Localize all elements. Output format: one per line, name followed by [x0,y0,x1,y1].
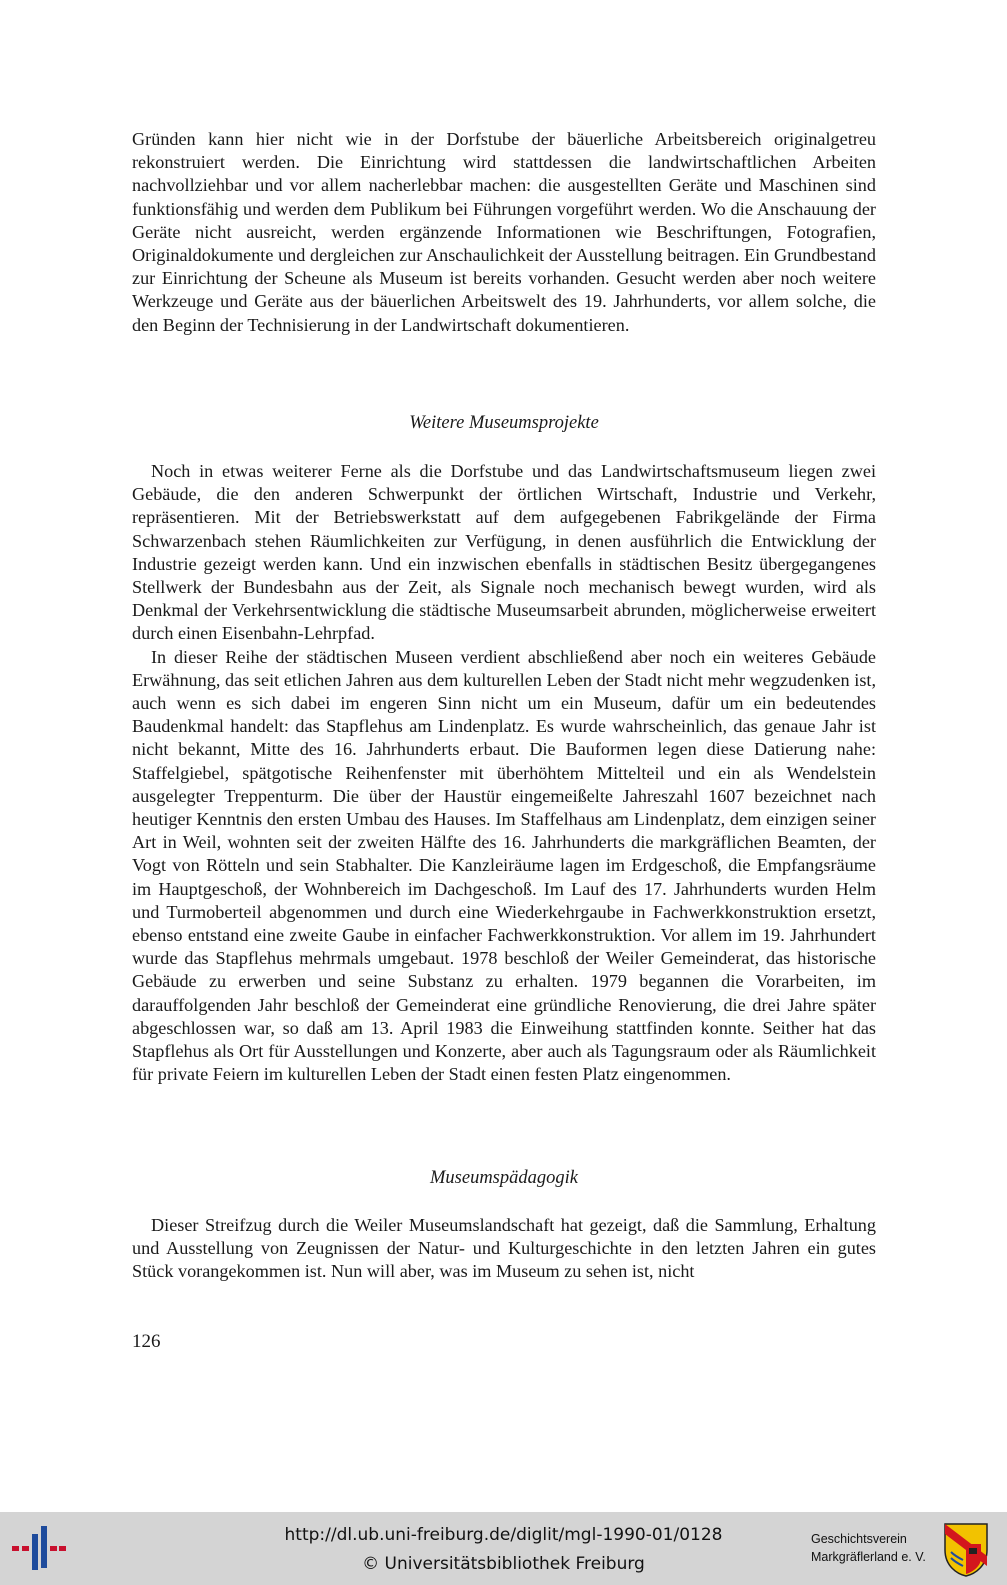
section-body-museumspaedagogik [132,1214,876,1284]
intro-paragraph [132,128,876,337]
copyright-notice: © Universitätsbibliothek Freiburg [362,1554,645,1574]
section-heading-museumspaedagogik: Museumspädagogik [430,1168,578,1188]
paragraph: Noch in etwas weiterer Ferne als die Dorfstube und das Landwirtschaftsmuseum liegen zwei Gebäude, die den anderen Schwerpunkt der örtlichen Wirtschaft, Industrie und Verkehr, repräsentieren. Mit der Betriebswerkstatt auf dem aufgegebenen Fabrikgelände der Firma Schwarzenbach stehen Räumlichkeiten zur Verfügung, in denen ausführlich die Entwicklung der Industrie gezeigt werden kann. Und ein inzwischen ebenfalls in städtischen Besitz übergegangenes Stellwerk der Bundesbahn aus der Zeit, als Signale noch mechanisch bewegt wurden, wird als Denkmal der Verkehrsentwicklung die städtische Museumsarbeit abrunden, möglicherweise erweitert durch einen Eisenbahn-Lehrpfad. [132,461,876,644]
society-name [811,1530,926,1566]
paragraph: Gründen kann hier nicht wie in der Dorfstube der bäuerliche Arbeitsbereich originalgetreu rekonstruiert werden. Die Einrichtung wird stattdessen die landwirtschaftlichen Arbeiten nachvollziehbar und vor allem nacherlebbar machen: die ausgestellten Geräte und Maschinen sind funktionsfähig und werden dem Publikum bei Führungen vorgeführt werden. Wo die Anschauung der Geräte nicht ausreicht, werden ergänzende Informationen wie Beschriftungen, Fotografien, Originaldokumente und dergleichen zur Anschaulichkeit der Ausstellung beitragen. Ein Grundbestand zur Einrichtung der Scheune als Museum ist bereits vorhanden. Gesucht werden aber noch weitere Werkzeuge und Geräte aus der bäuerlichen Arbeitswelt des 19. Jahrhunderts, vor allem solche, die den Beginn der Technisierung in der Landwirtschaft dokumentieren. [132,129,876,335]
paragraph: In dieser Reihe der städtischen Museen verdient abschließend aber noch ein weiteres Gebäude Erwähnung, das seit etlichen Jahren aus dem kulturellen Leben der Stadt nicht mehr wegzudenken ist, auch wenn es sich dabei im engeren Sinn nicht um ein Museum, dafür um ein bedeutendes Baudenkmal handelt: das Stapflehus am Lindenplatz. Es wurde wahrscheinlich, das genaue Jahr ist nicht bekannt, Mitte des 16. Jahrhunderts erbaut. Die Bauformen legen diese Datierung nahe: Staffelgiebel, spätgotische Reihenfenster mit überhöhtem Mittelteil und ein als Wendelstein ausgelegter Treppenturm. Die über der Haustür eingemeißelte Jahreszahl 1607 bezeichnet nach heutiger Kenntnis den ersten Umbau des Hauses. Im Staffelhaus am Lindenplatz, dem einzigen seiner Art in Weil, wohnten seit der zweiten Hälfte des 16. Jahrhunderts die markgräflichen Beamten, der Vogt von Rötteln und sein Stabhalter. Die Kanzleiräume lagen im Erdgeschoß, die Empfangsräume im Hauptgeschoß, der Wohnbereich im Dachgeschoß. Im Lauf des 17. Jahrhunderts wurden Helm und Turmoberteil abgenommen und durch eine Wiederkehrgaube in Fachwerkkonstruktion ersetzt, ebenso entstand eine zweite Gaube in einfacher Fachwerkkonstruktion. Vor allem im 19. Jahrhundert wurde das Stapflehus mehrmals umgebaut. 1978 beschloß der Weiler Gemeinderat, das historische Gebäude zu erwerben und seine Substanz zu erhalten. 1979 begannen die Vorarbeiten, im darauffolgenden Jahr beschloß der Gemeinderat eine gründliche Renovierung, die drei Jahre später abgeschlossen war, so daß am 13. April 1983 die Einweihung stattfinden konnte. Seither hat das Stapflehus als Ort für Ausstellungen und Konzerte, aber auch als Tagungsraum oder als Räumlichkeit für private Feiern im kulturellen Leben der Stadt einen festen Platz eingenommen. [132,646,876,1085]
section-body-weitere-museumsprojekte [132,460,876,1086]
society-name-line2: Markgräflerland e. V. [811,1550,926,1564]
coat-of-arms-icon [943,1522,989,1578]
paragraph: Dieser Streifzug durch die Weiler Museumslandschaft hat gezeigt, daß die Sammlung, Erhaltung und Ausstellung von Zeugnissen der Natur- und Kulturgeschichte in den letzten Jahren ein gutes Stück vorangekommen ist. Nun will aber, was im Museum zu sehen ist, nicht [132,1215,876,1282]
document-url-link[interactable]: http://dl.ub.uni-freiburg.de/diglit/mgl-1990-01/0128 [284,1525,723,1545]
society-name-line1: Geschichtsverein [811,1532,907,1546]
section-heading-weitere-museumsprojekte: Weitere Museumsprojekte [409,413,599,433]
page-number: 126 [132,1331,161,1352]
footer-bar [0,1512,1007,1585]
